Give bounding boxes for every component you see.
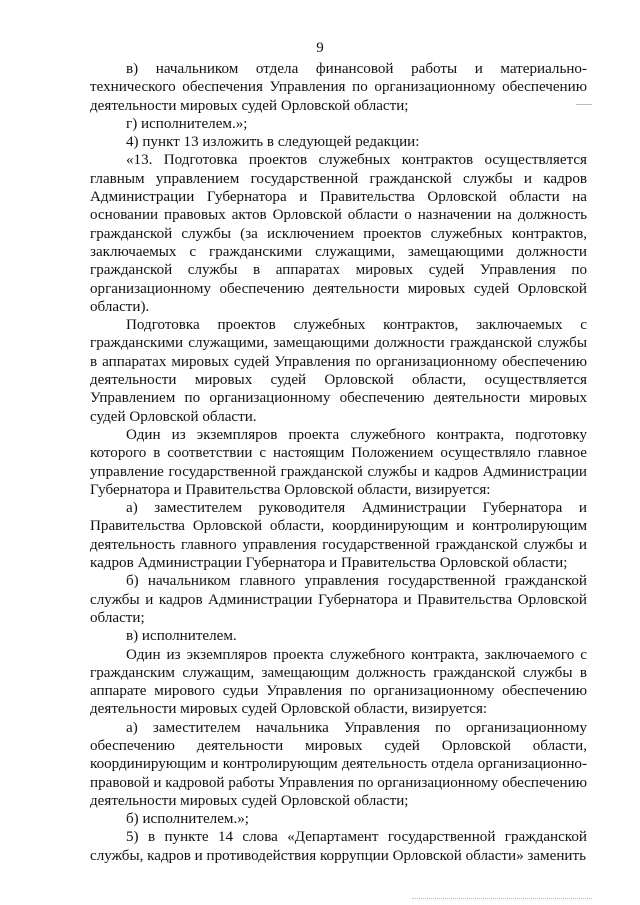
paragraph-point-4: 4) пункт 13 изложить в следующей редакции: xyxy=(126,134,420,151)
document-body xyxy=(90,60,587,865)
paragraph-point-5: 5) в пункте 14 слова «Департамент государственной гражданской службы, кадров и противодействия коррупции Орловской области» заменить xyxy=(90,829,587,864)
paragraph-item-b-1: б) начальником главного управления государственной гражданской службы и кадров Администрации Губернатора и Правительства Орловской области; xyxy=(90,573,587,626)
paragraph-contract-preparation: Подготовка проектов служебных контрактов, заключаемых с гражданскими служащими, замещающими должности гражданской службы в аппаратах мировых судей Управления по организационному обеспечению деятельности мировых судей Орловской области, осуществляется Управлением по организационному обеспечению деятельности мировых судей Орловской области. xyxy=(90,317,587,425)
page-number: 9 xyxy=(316,40,324,56)
paragraph-copy-endorsement-1: Один из экземпляров проекта служебного контракта, подготовку которого в соответствии с настоящим Положением осуществляло главное управление государственной гражданской службы и кадров Администрации Губернатора и Правительства Орловской области, визируется: xyxy=(90,426,587,498)
paragraph-item-g: г) исполнителем.»; xyxy=(126,115,248,132)
paragraph-item-a-2: а) заместителем начальника Управления по организационному обеспечению деятельности мировых судей Орловской области, координирующим и контролирующим деятельность отдела организационно-правовой и кадровой работы Управления по организационному обеспечению деятельности мировых судей Орловской области; xyxy=(90,719,587,809)
paragraph-copy-endorsement-2: Один из экземпляров проекта служебного контракта, заключаемого с гражданским служащим, замещающим должность гражданской службы в аппарате мирового судьи Управления по организационному обеспечению деятельности мировых судей Орловской области, визируется: xyxy=(90,646,587,718)
paragraph-clause-13: «13. Подготовка проектов служебных контрактов осуществляется главным управлением государственной гражданской службы и кадров Администрации Губернатора и Правительства Орловской области на основании правовых актов Орловской области о назначении на должность гражданской службы (за исключением проектов служебных контрактов, заключаемых с гражданскими служащими, замещающими должности гражданской службы в аппаратах мировых судей Управления по организационному обеспечению деятельности мировых судей Орловской области). xyxy=(90,152,587,315)
paragraph-item-v-1: в) исполнителем. xyxy=(126,628,237,645)
paragraph-item-a-1: а) заместителем руководителя Администрации Губернатора и Правительства Орловской области, координирующим и контролирующим деятельность главного управления государственной гражданской службы и кадров Администрации Губернатора и Правительства Орловской области; xyxy=(90,500,587,572)
bottom-margin-mark xyxy=(412,898,592,899)
paragraph-item-b-2: б) исполнителем.»; xyxy=(126,811,249,828)
paragraph-item-v: в) начальником отдела финансовой работы и материально-технического обеспечения Управления по организационному обеспечению деятельности мировых судей Орловской области; xyxy=(90,61,587,114)
